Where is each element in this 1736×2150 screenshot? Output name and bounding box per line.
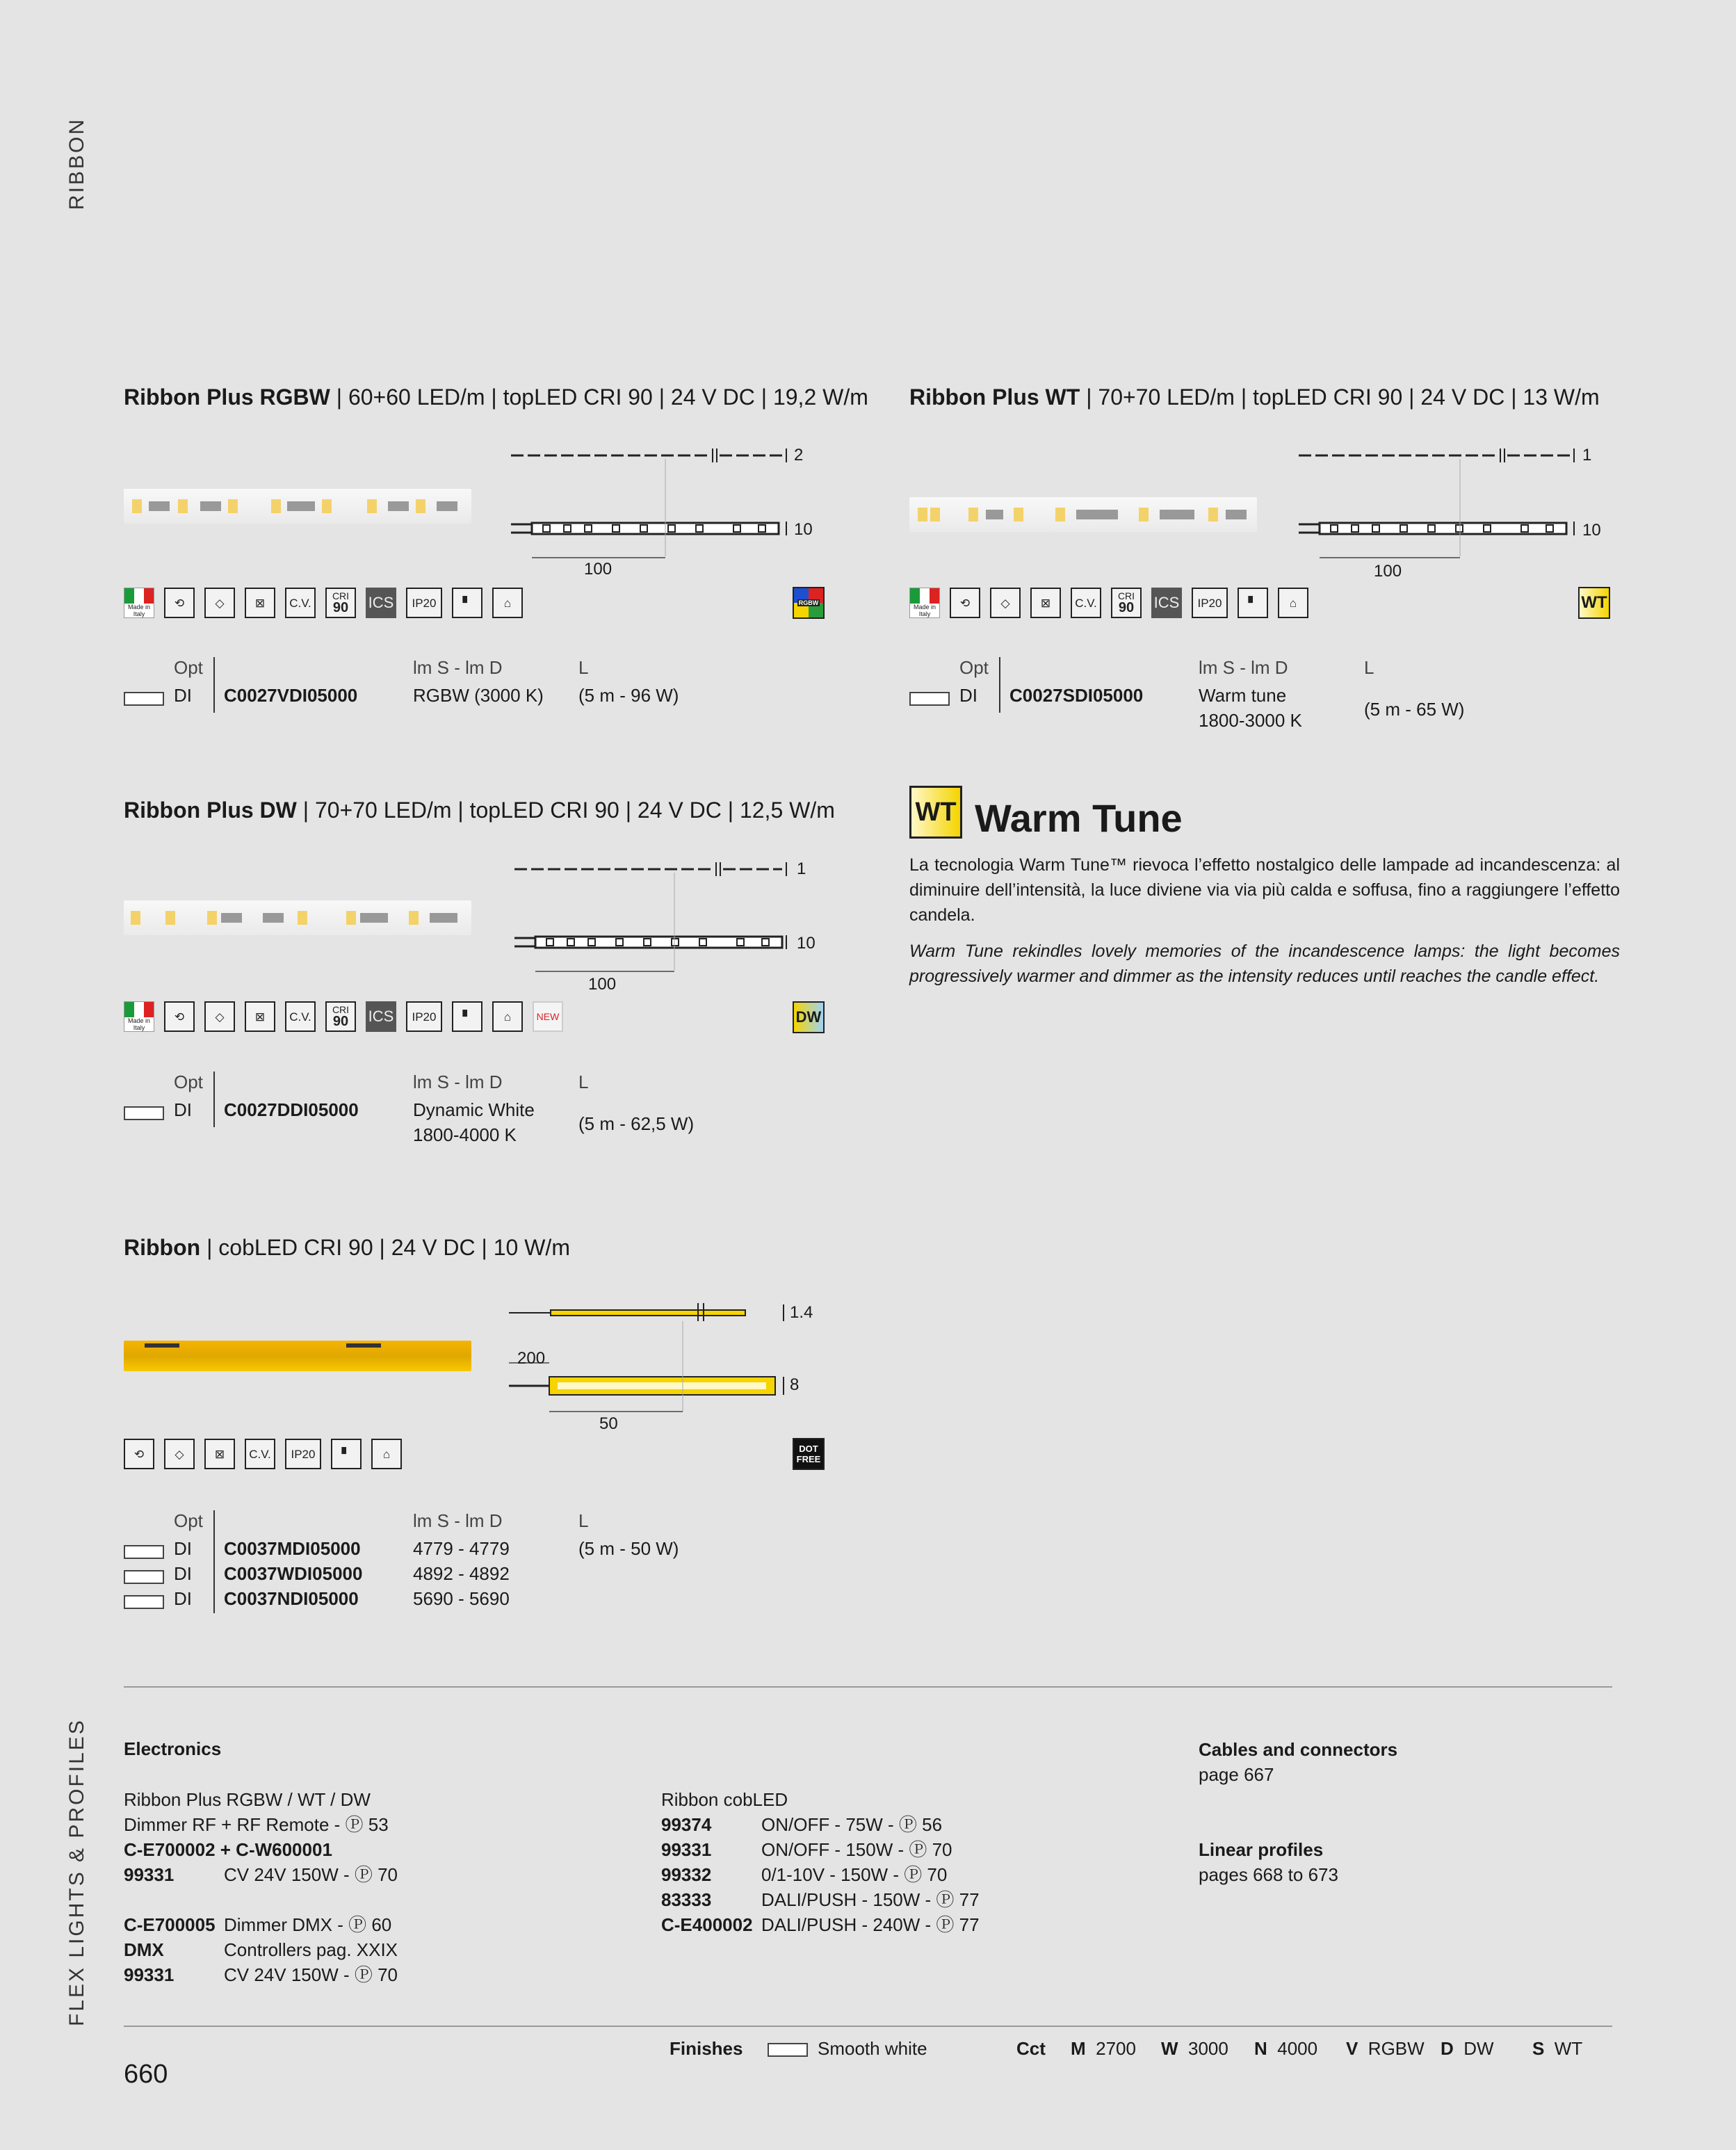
warm-tune-text-en: Warm Tune rekindles lovely memories of the incandescence lamps: the light becomes progressively warmer and dimmer as the intensity reduces until reaches the candle effect. (909, 941, 1620, 986)
dimension-drawing-cob (509, 1300, 815, 1425)
footer-divider (124, 2026, 1612, 2027)
cct-label: Cct (1016, 2038, 1046, 2059)
table-row: DI (174, 1538, 192, 1559)
strip-image-rgbw (124, 489, 471, 524)
dim-bottom-wt: 100 (1374, 562, 1402, 581)
dw-badge: DW (793, 1001, 825, 1033)
table-wt: Opt lm S - lm D L DI C0027SDI05000 Warm tune 1800-3000 K (5 m - 65 W) (909, 657, 1535, 741)
dim-top-dw: 1 (797, 859, 806, 878)
page-number: 660 (124, 2060, 168, 2089)
cv-icon: C.V. (245, 1439, 275, 1469)
dim-top-cob: 1.4 (790, 1303, 813, 1322)
cri-icon: CRI 90 (325, 588, 356, 618)
new-badge: NEW (533, 1001, 563, 1032)
table-rgbw: Opt lm S - lm D L DI C0027VDI05000 RGBW (3000 K) (5 m - 96 W) (124, 657, 749, 713)
list-item: 99331 ON/OFF - 150W - Ⓟ 70 (661, 1839, 952, 1860)
warm-tune-badge: WT (909, 786, 962, 839)
list-item: 99331 CV 24V 150W - Ⓟ 70 (124, 1964, 398, 1985)
strip-image-dw (124, 900, 471, 935)
cri-icon: CRI 90 (325, 1001, 356, 1032)
indoor-icon: ⌂ (371, 1439, 402, 1469)
dim-left-cob: 200 (517, 1349, 546, 1368)
indoor-icon: ⌂ (492, 588, 523, 618)
icon-row-rgbw (124, 588, 523, 618)
icon-row-wt (909, 588, 1308, 618)
reel-icon: ⟲ (950, 588, 980, 618)
dot-free-badge: DOT FREE (793, 1438, 825, 1470)
cct-item: S WT (1532, 2038, 1583, 2059)
product-code: C0037MDI05000 (224, 1538, 361, 1559)
finish-chip (124, 1595, 164, 1609)
dim-bottom-cob: 50 (599, 1414, 618, 1433)
ip20-icon: IP20 (406, 588, 442, 618)
rgbw-badge: RGBW (793, 587, 825, 619)
electronics-col2: Ribbon cobLED 99374 ON/OFF - 75W - Ⓟ 56 99331 ON/OFF - 150W - Ⓟ 70 99332 0/1-10V - 150W - Ⓟ 70 83333 DALI/PUSH - 150W - Ⓟ 77 C-E400002 DALI/PUSH - 240W - Ⓟ 77 (661, 1787, 980, 1937)
no-insulation-icon: ⊠ (1030, 588, 1061, 618)
surface-icon: ▘ (452, 588, 482, 618)
surface-icon: ▘ (1238, 588, 1268, 618)
made-in-italy-icon: Made in Italy (909, 588, 940, 618)
table-cob: Opt lm S - lm D L DI C0037MDI05000 4779 - 4779 DI C0037WDI05000 4892 - 4892 DI C0037NDI05000 5690 - 5690 (5 m - 50 W) (124, 1510, 749, 1615)
list-item: C-E400002 DALI/PUSH - 240W - Ⓟ 77 (661, 1914, 980, 1935)
table-row: DI (174, 1563, 192, 1584)
cct-item: W 3000 (1161, 2038, 1228, 2059)
dim-side-dw: 10 (797, 934, 816, 953)
warm-tune-title: Warm Tune (975, 796, 1183, 840)
list-item: 99332 0/1-10V - 150W - Ⓟ 70 (661, 1864, 948, 1885)
reel-icon: ⟲ (164, 588, 195, 618)
list-item: 99374 ON/OFF - 75W - Ⓟ 56 (661, 1814, 943, 1835)
strip-leds-rgbw (124, 489, 471, 524)
ip20-icon: IP20 (406, 1001, 442, 1032)
electronics-col1: Ribbon Plus RGBW / WT / DW Dimmer RF + RF Remote - Ⓟ 53 C-E700002 + C-W600001 99331 CV 24V 150W - Ⓟ 70 C-E700005 Dimmer DMX - Ⓟ 60 DMX Controllers pag. XXIX 99331 CV 24V 150W - Ⓟ 70 (124, 1787, 398, 1987)
cv-icon: C.V. (285, 588, 316, 618)
finish-chip (124, 692, 164, 706)
reel-icon: ⟲ (124, 1439, 154, 1469)
ics-icon: ICS (1151, 588, 1182, 618)
icon-row-cob (124, 1439, 402, 1469)
table-row: DI (174, 1588, 192, 1609)
finish-name: Smooth white (818, 2038, 927, 2059)
list-item: 99331 CV 24V 150W - Ⓟ 70 (124, 1864, 398, 1885)
warm-tune-text-it: La tecnologia Warm Tune™ rievoca l’effetto nostalgico delle lampade ad incandescenza: al diminuire dell’intensità, la luce diviene via via più calda e soffusa, fino a raggiungere l’effetto candela. (909, 855, 1620, 925)
class-iii-icon: ◇ (204, 1001, 235, 1032)
product-title-wt: Ribbon Plus WT | 70+70 LED/m | topLED CRI 90 | 24 V DC | 13 W/m (909, 385, 1600, 410)
product-title-dw: Ribbon Plus DW | 70+70 LED/m | topLED CRI 90 | 24 V DC | 12,5 W/m (124, 798, 835, 823)
reel-icon: ⟲ (164, 1001, 195, 1032)
finish-chip (124, 1106, 164, 1120)
product-code: C0037NDI05000 (224, 1588, 359, 1609)
dimension-drawing-wt (1299, 445, 1612, 570)
class-iii-icon: ◇ (990, 588, 1021, 618)
side-label-flex: FLEX LIGHTS & PROFILES (65, 1718, 88, 2026)
made-in-italy-icon: Made in Italy (124, 588, 154, 618)
finish-chip (124, 1570, 164, 1584)
no-insulation-icon: ⊠ (245, 1001, 275, 1032)
wt-badge: WT (1578, 587, 1610, 619)
cct-item: D DW (1441, 2038, 1494, 2059)
cct-item: M 2700 (1071, 2038, 1136, 2059)
cct-item: V RGBW (1346, 2038, 1425, 2059)
finishes-label: Finishes (670, 2038, 743, 2059)
ics-icon: ICS (366, 588, 396, 618)
divider (124, 1686, 1612, 1688)
finish-chip (124, 1545, 164, 1559)
product-code: C0027VDI05000 (224, 685, 358, 706)
dimension-drawing-rgbw (511, 445, 824, 570)
list-item: C-E700005 Dimmer DMX - Ⓟ 60 (124, 1914, 392, 1935)
cv-icon: C.V. (1071, 588, 1101, 618)
dim-side-rgbw: 10 (794, 520, 813, 539)
dim-side-wt: 10 (1582, 521, 1601, 540)
table-dw: Opt lm S - lm D L DI C0027DDI05000 Dynamic White 1800-4000 K (5 m - 62,5 W) (124, 1072, 749, 1155)
cri-icon: CRI 90 (1111, 588, 1142, 618)
no-insulation-icon: ⊠ (245, 588, 275, 618)
product-code: C0037WDI05000 (224, 1563, 363, 1584)
dim-bottom-dw: 100 (588, 975, 617, 994)
ip20-icon: IP20 (1192, 588, 1228, 618)
ics-icon: ICS (366, 1001, 396, 1032)
dim-side-cob: 8 (790, 1375, 800, 1394)
ip20-icon: IP20 (285, 1439, 321, 1469)
dim-bottom-rgbw: 100 (584, 560, 613, 579)
strip-image-cob (124, 1341, 471, 1371)
made-in-italy-icon: Made in Italy (124, 1001, 154, 1032)
dimension-drawing-dw (514, 859, 827, 984)
strip-image-wt (909, 497, 1257, 532)
electronics-col3: Cables and connectors page 667 Linear profiles pages 668 to 673 (1199, 1739, 1398, 1885)
icon-row-dw (124, 1001, 563, 1032)
product-code: C0027DDI05000 (224, 1099, 359, 1120)
finish-chip (909, 692, 950, 706)
product-title-cob: Ribbon | cobLED CRI 90 | 24 V DC | 10 W/m (124, 1235, 570, 1260)
electronics-title: Electronics (124, 1738, 222, 1759)
finish-swatch (768, 2043, 808, 2057)
list-item: DMX Controllers pag. XXIX (124, 1939, 398, 1960)
dim-top-wt: 1 (1582, 446, 1592, 464)
no-insulation-icon: ⊠ (204, 1439, 235, 1469)
dim-top-rgbw: 2 (794, 446, 804, 464)
class-iii-icon: ◇ (164, 1439, 195, 1469)
side-label-ribbon: RIBBON (65, 117, 88, 210)
indoor-icon: ⌂ (1278, 588, 1308, 618)
product-code: C0027SDI05000 (1009, 685, 1144, 706)
indoor-icon: ⌂ (492, 1001, 523, 1032)
list-item: 83333 DALI/PUSH - 150W - Ⓟ 77 (661, 1889, 980, 1910)
surface-icon: ▘ (452, 1001, 482, 1032)
product-title-rgbw: Ribbon Plus RGBW | 60+60 LED/m | topLED CRI 90 | 24 V DC | 19,2 W/m (124, 385, 868, 410)
surface-icon: ▘ (331, 1439, 362, 1469)
cv-icon: C.V. (285, 1001, 316, 1032)
cct-item: N 4000 (1254, 2038, 1318, 2059)
class-iii-icon: ◇ (204, 588, 235, 618)
